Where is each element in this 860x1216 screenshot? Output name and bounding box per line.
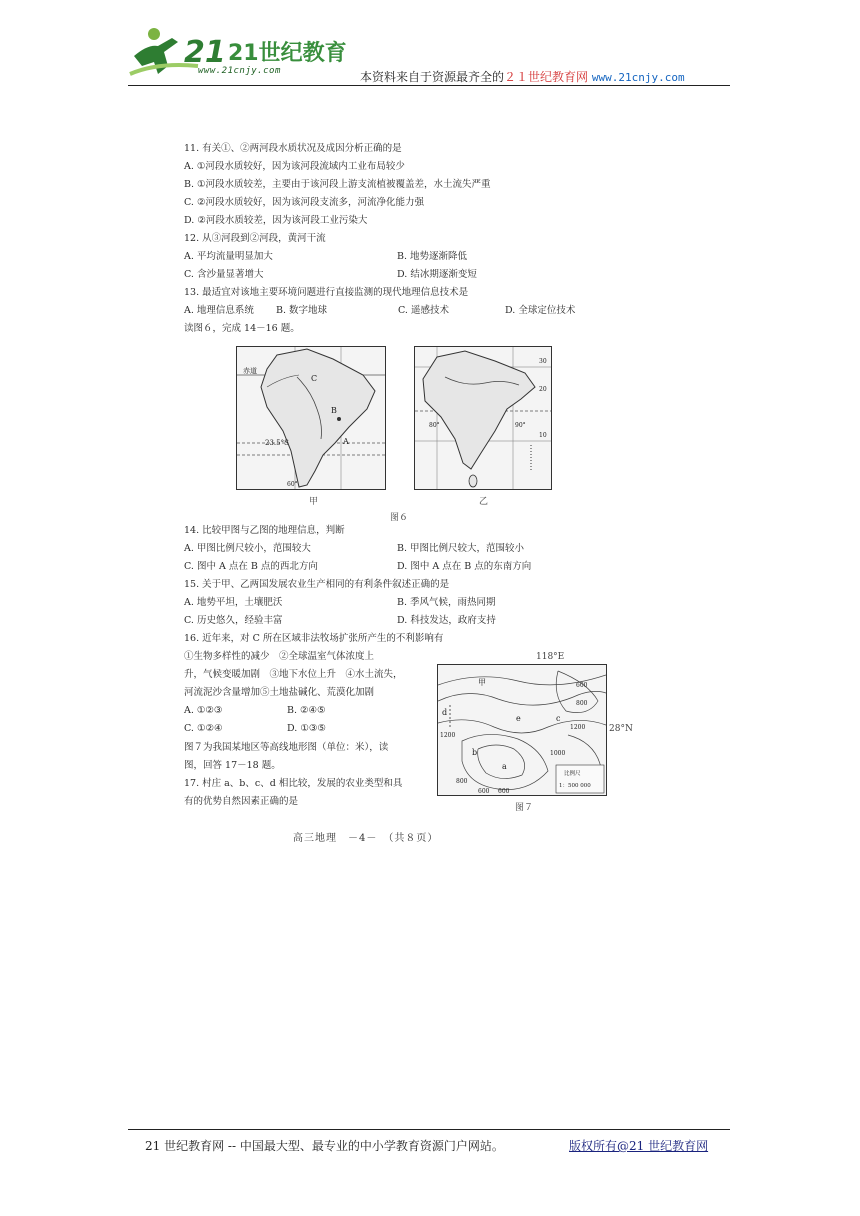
footer-divider xyxy=(128,1129,730,1130)
fig6-left-A: A xyxy=(343,437,349,446)
q11-option-b: B. ①河段水质较差，主要由于该河段上游支流植被覆盖差，水土流失严重 xyxy=(184,179,491,190)
svg-text:21: 21 xyxy=(184,35,226,70)
q11-option-a: A. ①河段水质较好，因为该河段流域内工业布局较少 xyxy=(184,161,405,172)
q17-stem-line2: 有的优势自然因素正确的是 xyxy=(184,796,299,807)
figure6-map-right xyxy=(414,346,552,490)
q12-option-a: A. 平均流量明显加大 xyxy=(184,251,273,262)
q13-option-c: C. 遥感技术 xyxy=(398,305,449,316)
q15-option-b: B. 季风气候，雨热同期 xyxy=(397,597,496,608)
q16-line1: ①生物多样性的减少 ②全球温室气体浓度上 xyxy=(184,651,375,662)
q12-stem: 12. 从③河段到②河段，黄河干流 xyxy=(184,233,326,244)
q11-stem: 11. 有关①、②两河段水质状况及成因分析正确的是 xyxy=(184,143,402,154)
tagline-url[interactable]: www.21cnjy.com xyxy=(591,71,685,84)
q14-option-a: A. 甲图比例尺较小，范围较大 xyxy=(184,543,311,554)
q15-stem: 15. 关于甲、乙两国发展农业生产相同的有利条件叙述正确的是 xyxy=(184,579,450,590)
intro-14-16: 读图６，完成 14－16 题。 xyxy=(184,323,300,334)
q16-option-d: D. ①③⑤ xyxy=(287,723,326,734)
fig6-right-10: 10 xyxy=(539,432,547,439)
fig6-right-20: 20 xyxy=(539,386,547,393)
fig7-village-d: d xyxy=(442,708,448,717)
intro-17-18-line2: 图，回答 17－18 题。 xyxy=(184,760,281,771)
q16-line3: 河流泥沙含量增加⑤土地盐碱化、荒漠化加剧 xyxy=(184,687,375,698)
q14-option-c: C. 图中 A 点在 B 点的西北方向 xyxy=(184,561,318,572)
tagline-brand[interactable]: ２１世纪教育网 xyxy=(504,70,589,84)
q16-line2: 升，气候变暖加剧 ③地下水位上升 ④水土流失， xyxy=(184,669,403,680)
figure6-caption: 图６ xyxy=(390,513,409,523)
figure7-contour-map xyxy=(437,664,607,796)
figure7-longitude: 118°E xyxy=(536,652,565,662)
fig7-contour-600-bottom-2: 600 xyxy=(498,788,510,795)
fig7-contour-600-bottom: 600 xyxy=(478,788,490,795)
fig7-contour-1000: 1000 xyxy=(550,750,566,757)
q14-option-d: D. 图中 A 点在 B 点的东南方向 xyxy=(397,561,532,572)
intro-17-18-line1: 图７为我国某地区等高线地形图（单位：米），读 xyxy=(184,742,389,753)
q16-option-a: A. ①②③ xyxy=(184,705,223,716)
fig7-village-e: e xyxy=(516,714,521,723)
fig7-scale-value: 1：500 000 xyxy=(559,783,591,789)
q14-option-b: B. 甲图比例尺较大，范围较小 xyxy=(397,543,525,554)
q13-option-b: B. 数字地球 xyxy=(276,305,328,316)
q16-option-b: B. ②④⑤ xyxy=(287,705,326,716)
q13-option-a: A. 地理信息系统 xyxy=(184,305,254,316)
fig7-contour-800-bottom: 800 xyxy=(456,778,468,785)
fig6-left-B: B xyxy=(331,406,337,415)
figure7-caption: 图７ xyxy=(515,803,534,813)
q11-option-c: C. ②河段水质较好，因为该河段支流多，河流净化能力强 xyxy=(184,197,424,208)
q17-stem-line1: 17. 村庄 a、b、c、d 相比较，发展的农业类型和具 xyxy=(184,778,403,789)
fig7-village-a: a xyxy=(502,762,507,771)
q15-option-a: A. 地势平坦，土壤肥沃 xyxy=(184,597,283,608)
fig7-village-c: c xyxy=(556,714,561,723)
copyright-link[interactable]: 版权所有@21 世纪教育网 xyxy=(569,1139,709,1153)
figure6-map-left xyxy=(236,346,386,490)
q12-option-b: B. 地势逐渐降低 xyxy=(397,251,468,262)
q13-option-d: D. 全球定位技术 xyxy=(505,305,576,316)
site-logo xyxy=(128,22,358,86)
fig7-contour-1200-right: 1200 xyxy=(570,724,586,731)
fig6-left-tropic: 23.5°S xyxy=(265,439,289,447)
page-number: 高三地理 －4－ （共８页） xyxy=(293,833,439,844)
q15-option-c: C. 历史悠久，经验丰富 xyxy=(184,615,283,626)
figure6-left-label: 甲 xyxy=(309,497,319,507)
logo-url: www.21cnjy.com xyxy=(198,66,281,76)
q11-option-d: D. ②河段水质较差，因为该河段工业污染大 xyxy=(184,215,368,226)
fig7-contour-1200-left: 1200 xyxy=(440,732,456,739)
fig7-scale-title: 比例尺 xyxy=(564,771,581,777)
fig6-left-C: C xyxy=(311,374,318,383)
figure7-latitude: 28°N xyxy=(609,724,633,734)
logo-text: 21世纪教育 xyxy=(228,41,347,66)
q12-option-c: C. 含沙量显著增大 xyxy=(184,269,264,280)
fig6-right-30: 30 xyxy=(539,358,547,365)
fig6-left-equator: 赤道 xyxy=(243,367,257,375)
q15-option-d: D. 科技发达，政府支持 xyxy=(397,615,496,626)
figure6-right-label: 乙 xyxy=(479,497,489,507)
fig7-village-b: b xyxy=(472,748,478,757)
header-divider xyxy=(128,85,730,86)
q12-option-d: D. 结冰期逐渐变短 xyxy=(397,269,477,280)
fig6-right-80: 80° xyxy=(429,422,440,429)
footer-description: 21 世纪教育网 -- 中国最大型、最专业的中小学教育资源门户网站。 xyxy=(145,1139,504,1153)
fig6-right-90: 90° xyxy=(515,422,526,429)
header-tagline xyxy=(360,68,685,85)
fig7-contour-600-top: 600 xyxy=(576,682,588,689)
q14-stem: 14. 比较甲图与乙图的地理信息，判断 xyxy=(184,525,345,536)
q16-option-c: C. ①②④ xyxy=(184,723,223,734)
q16-stem: 16. 近年来，对 C 所在区域非法牧场扩张所产生的不利影响有 xyxy=(184,633,444,644)
fig7-contour-800-top: 800 xyxy=(576,700,588,707)
fig6-left-60: 60° xyxy=(287,481,298,488)
fig7-place-jia: 甲 xyxy=(478,678,486,687)
tagline-prefix: 本资料来自于资源最齐全的 xyxy=(360,70,505,84)
q13-stem: 13. 最适宜对该地主要环境问题进行直接监测的现代地理信息技术是 xyxy=(184,287,469,298)
